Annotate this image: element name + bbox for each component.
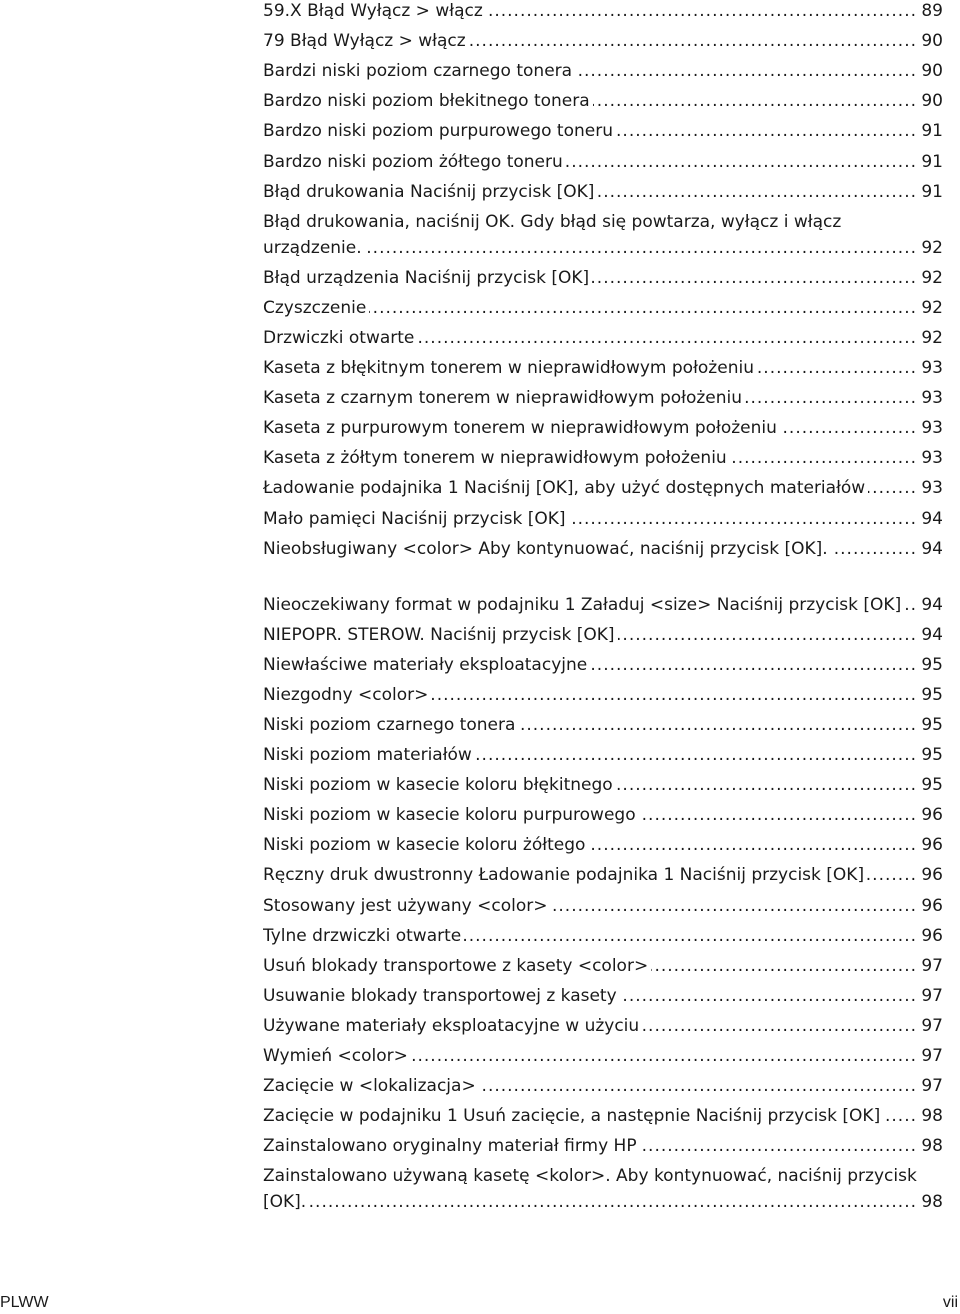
toc-entry-page: 92 [917, 265, 943, 291]
toc-entry [263, 532, 943, 562]
toc-entry-page: 95 [917, 772, 943, 798]
toc-entry [263, 1129, 943, 1159]
toc-entry-page: 91 [917, 118, 943, 144]
toc-entry [263, 291, 943, 321]
toc-entry-page: 94 [917, 592, 943, 618]
toc-entry-title-text: Czyszczenie [263, 298, 369, 318]
toc-entry-page: 98 [917, 1189, 943, 1215]
toc-entry-page: 96 [917, 862, 943, 888]
toc-entry-title-text: Usuwanie blokady transportowej z kasety [263, 986, 620, 1006]
toc-entry-page: 98 [917, 1103, 943, 1129]
toc-entry [263, 1009, 943, 1039]
toc-entry-title-text: Bardzo niski poziom purpurowego toneru [263, 121, 616, 141]
toc-entry-title-text: Kaseta z purpurowym tonerem w nieprawidłowym położeniu [263, 418, 780, 438]
toc-entry-page: 96 [917, 923, 943, 949]
toc-entry-title [263, 1133, 917, 1159]
toc-entry-page: 95 [917, 712, 943, 738]
toc-entry [263, 261, 943, 291]
toc-entry-title [263, 802, 917, 828]
toc-entry-title [263, 832, 917, 858]
toc-entry-title-text: Drzwiczki otwarte [263, 328, 417, 348]
toc-entry-page: 93 [917, 415, 943, 441]
toc-entry-page: 97 [917, 1013, 943, 1039]
toc-entry [263, 321, 943, 351]
toc-entry-page: 92 [917, 235, 943, 261]
toc-entry-title-text: Nieobsługiwany <color> Aby kontynuować, naciśnij przycisk [OK]. [263, 539, 831, 559]
toc-entry-title-text: Używane materiały eksploatacyjne w użyciu [263, 1016, 642, 1036]
toc-entry-title [263, 923, 917, 949]
toc-entry-page: 94 [917, 506, 943, 532]
toc-entry-page: 97 [917, 1043, 943, 1069]
toc-entry-page: 98 [917, 1133, 943, 1159]
toc-entry-title [263, 1103, 917, 1129]
toc-entry-title [263, 265, 917, 291]
toc-entry [263, 888, 943, 918]
toc-entry-title-text: Błąd drukowania, naciśnij OK. Gdy błąd się powtarza, wyłącz i włącz urządzenie. [263, 211, 842, 258]
toc-entry [263, 84, 943, 114]
toc-entry [263, 919, 943, 949]
toc-entry [263, 858, 943, 888]
toc-entry-title [263, 536, 917, 562]
toc-entry-title-text: Błąd urządzenia Naciśnij przycisk [OK] [263, 268, 592, 288]
toc-entry [263, 114, 943, 144]
toc-entry-title [263, 712, 917, 738]
toc-entry-page: 90 [917, 58, 943, 84]
toc-entry-page: 96 [917, 832, 943, 858]
toc-entry-page: 96 [917, 893, 943, 919]
toc-entry [263, 54, 943, 84]
toc-entry-title-text: Zainstalowano używaną kasetę <kolor>. Aby kontynuować, naciśnij przycisk [OK]. [263, 1166, 917, 1213]
toc-entry [263, 411, 943, 441]
toc-entry [263, 351, 943, 381]
toc-entry-title-text: Bardzo niski poziom błekitnego tonera [263, 91, 593, 111]
toc-entry-title [263, 88, 917, 114]
toc-entry-title [263, 622, 917, 648]
toc-entry-title [263, 652, 917, 678]
toc-entry-title-text: Bardzi niski poziom czarnego tonera [263, 61, 575, 81]
toc-entry-title-text: Bardzo niski poziom żółtego toneru [263, 152, 566, 172]
toc-entry-title [263, 983, 917, 1009]
toc-entry-page: 97 [917, 953, 943, 979]
toc-entry [263, 175, 943, 205]
footer-left-label: PLWW [0, 1294, 49, 1311]
toc-entry [263, 768, 943, 798]
toc-entry [263, 24, 943, 54]
toc-entry-title-text: Niezgodny <color> [263, 685, 431, 705]
toc-entry-title-text: 79 Błąd Wyłącz > włącz [263, 31, 469, 51]
toc-entry-title [263, 179, 917, 205]
toc-entry [263, 501, 943, 531]
toc-entry-page: 92 [917, 325, 943, 351]
toc-entry-page: 95 [917, 652, 943, 678]
toc-entry-title-text: Niski poziom materiałów [263, 745, 475, 765]
toc-entry-title-text: Niewłaściwe materiały eksploatacyjne [263, 655, 590, 675]
toc-entry-title [263, 295, 917, 321]
toc-entry-page: 89 [917, 0, 943, 24]
toc-entry-title-text: Wymień <color> [263, 1046, 411, 1066]
page-number: vii [942, 1294, 958, 1311]
toc-entry-title-text: Zacięcie w <lokalizacja> [263, 1076, 479, 1096]
toc-entry-page: 90 [917, 88, 943, 114]
toc-entry-title [263, 28, 917, 54]
toc-entry-title [263, 118, 917, 144]
toc-entry-title-text: Niski poziom czarnego tonera [263, 715, 518, 735]
toc-entry-page: 91 [917, 179, 943, 205]
toc-entry-title-text: Kaseta z błękitnym tonerem w nieprawidłowym położeniu [263, 358, 757, 378]
toc-entry [263, 949, 943, 979]
toc-entry-title [263, 0, 917, 24]
toc-entry-title-text: Niski poziom w kasecie koloru błękitnego [263, 775, 616, 795]
toc-entry-title-text: Tylne drzwiczki otwarte [263, 926, 464, 946]
toc-entry-title-text: Błąd drukowania Naciśnij przycisk [OK] [263, 182, 597, 202]
toc-entry-title [263, 415, 917, 441]
toc-entry-title-text: Kaseta z czarnym tonerem w nieprawidłowym położeniu [263, 388, 745, 408]
toc-entry [263, 205, 943, 261]
toc-entry-title-text: Zacięcie w podajniku 1 Usuń zacięcie, a następnie Naciśnij przycisk [OK] [263, 1106, 883, 1126]
toc-entry [263, 708, 943, 738]
toc-entry [263, 471, 943, 501]
toc-entry-page: 93 [917, 385, 943, 411]
toc-entry-title [263, 1043, 917, 1069]
toc-entry-page: 93 [917, 445, 943, 471]
toc-entry-page: 96 [917, 802, 943, 828]
toc-entry-page: 93 [917, 475, 943, 501]
toc-entry-title-text: Stosowany jest używany <color> [263, 896, 550, 916]
toc-entry-title [263, 506, 917, 532]
toc-entry-title-text: Niski poziom w kasecie koloru żółtego [263, 835, 588, 855]
toc-entry-title [263, 893, 917, 919]
toc-entry-title [263, 445, 917, 471]
toc-entry [263, 1159, 943, 1215]
toc-entry-page: 94 [917, 622, 943, 648]
toc-entry-title [263, 58, 917, 84]
toc-entry [263, 828, 943, 858]
table-of-contents [263, 0, 943, 1215]
toc-entry-page: 95 [917, 682, 943, 708]
toc-entry-title [263, 475, 917, 501]
toc-entry [263, 738, 943, 768]
toc-entry-title-text: NIEPOPR. STEROW. Naciśnij przycisk [OK] [263, 625, 618, 645]
toc-entry [263, 381, 943, 411]
page-footer [0, 1294, 960, 1314]
toc-entry [263, 144, 943, 174]
toc-entry-title-text: Niski poziom w kasecie koloru purpurowego [263, 805, 639, 825]
toc-entry-title [263, 1163, 917, 1215]
toc-entry [263, 798, 943, 828]
toc-entry [263, 678, 943, 708]
toc-entry [263, 1069, 943, 1099]
toc-entry-title-text: Usuń blokady transportowe z kasety <color> [263, 956, 651, 976]
toc-entry-title-text: 59.X Błąd Wyłącz > włącz [263, 1, 486, 21]
toc-entry [263, 441, 943, 471]
toc-entry-title [263, 1013, 917, 1039]
toc-entry [263, 979, 943, 1009]
toc-entry-title-text: Ręczny druk dwustronny Ładowanie podajnika 1 Naciśnij przycisk [OK] [263, 865, 867, 885]
toc-entry-title [263, 355, 917, 381]
toc-entry-page: 91 [917, 149, 943, 175]
toc-entry [263, 648, 943, 678]
toc-entry-page: 93 [917, 355, 943, 381]
toc-entry-page: 94 [917, 536, 943, 562]
toc-entry-page: 97 [917, 983, 943, 1009]
toc-entry-page: 97 [917, 1073, 943, 1099]
toc-entry-title [263, 209, 917, 261]
toc-entry-title [263, 1073, 917, 1099]
toc-entry-title-text: Nieoczekiwany format w podajniku 1 Załaduj <size> Naciśnij przycisk [OK] [263, 595, 904, 615]
toc-entry-page: 95 [917, 742, 943, 768]
toc-entry-title [263, 325, 917, 351]
toc-entry-title-text: Mało pamięci Naciśnij przycisk [OK] [263, 509, 569, 529]
toc-entry-title [263, 682, 917, 708]
toc-entry-page: 90 [917, 28, 943, 54]
toc-entry-title-text: Ładowanie podajnika 1 Naciśnij [OK], aby użyć dostępnych materiałów [263, 478, 868, 498]
toc-entry-page: 92 [917, 295, 943, 321]
toc-entry [263, 562, 943, 618]
toc-entry [263, 0, 943, 24]
toc-entry [263, 1099, 943, 1129]
toc-entry-title-text: Zainstalowano oryginalny materiał firmy HP [263, 1136, 640, 1156]
toc-entry-title [263, 149, 917, 175]
toc-entry-title [263, 772, 917, 798]
toc-entry-title [263, 592, 917, 618]
toc-entry-title-text: Kaseta z żółtym tonerem w nieprawidłowym położeniu [263, 448, 730, 468]
toc-entry-title [263, 862, 917, 888]
toc-entry [263, 618, 943, 648]
toc-entry-title [263, 742, 917, 768]
toc-entry-title [263, 953, 917, 979]
toc-entry [263, 1039, 943, 1069]
toc-entry-title [263, 385, 917, 411]
